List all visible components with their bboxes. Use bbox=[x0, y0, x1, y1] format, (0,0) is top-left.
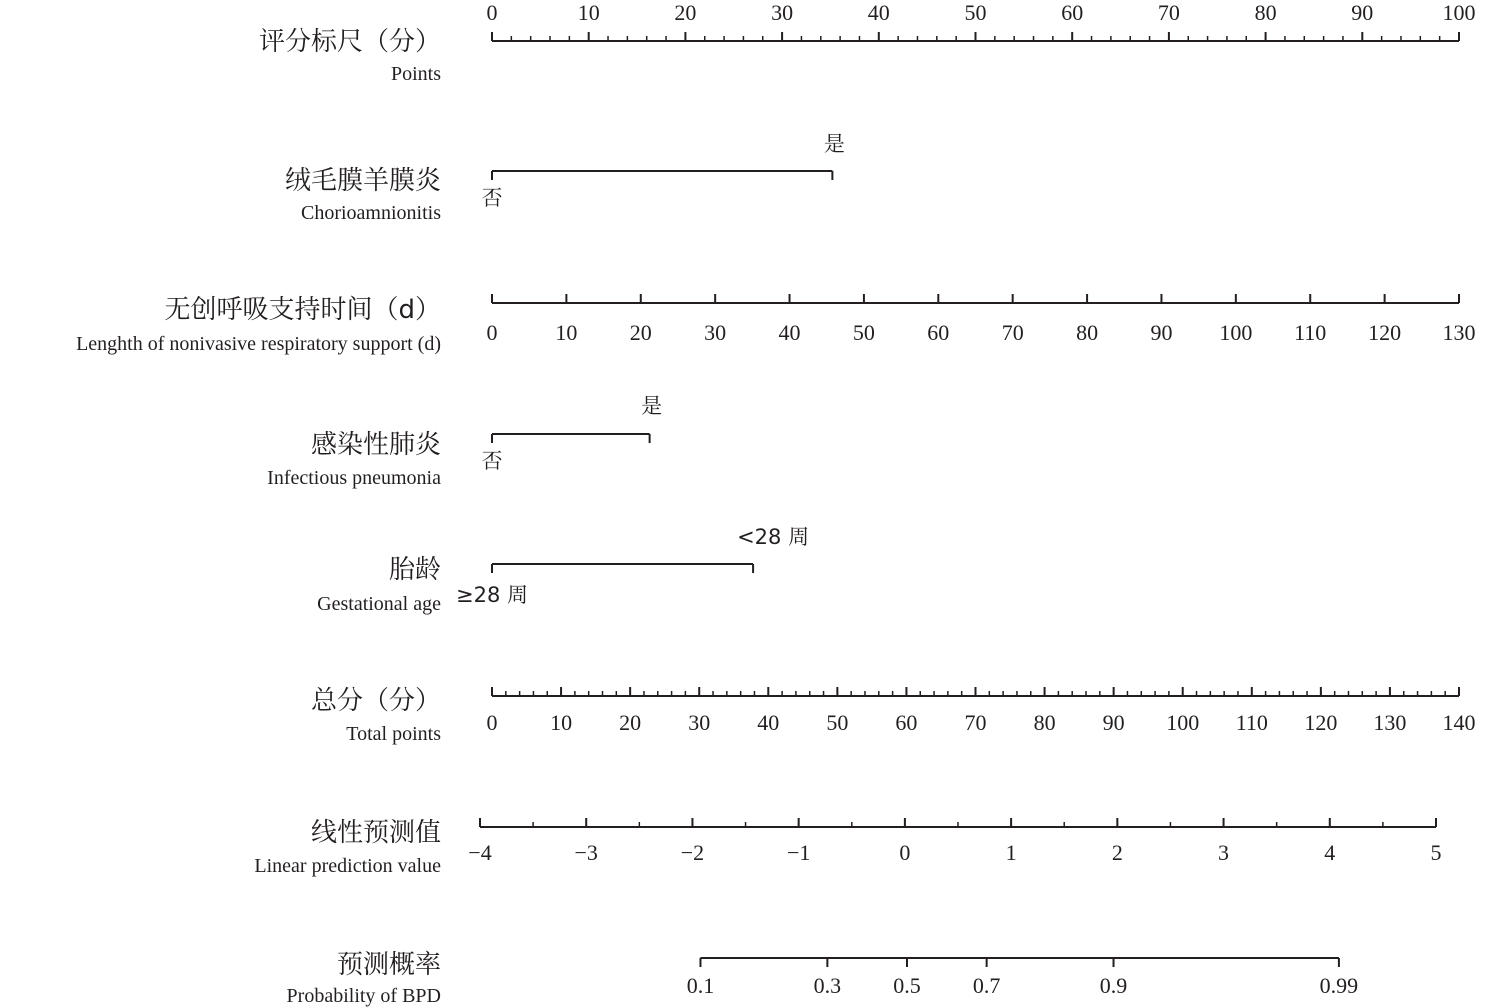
nonivasive-tick-label: 90 bbox=[1150, 320, 1173, 345]
points-tick-label: 40 bbox=[867, 0, 890, 25]
probability-tick-label: 0.9 bbox=[1099, 973, 1128, 998]
nonivasive-tick-label: 80 bbox=[1076, 320, 1099, 345]
points-tick-label: 10 bbox=[577, 0, 600, 25]
points-tick-label: 80 bbox=[1254, 0, 1277, 25]
total_points-tick-label: 60 bbox=[895, 710, 918, 735]
row-linear-prediction bbox=[254, 818, 1441, 877]
points-label-en: Points bbox=[390, 63, 441, 85]
points-tick-label: 30 bbox=[771, 0, 794, 25]
total-points-axis bbox=[487, 687, 1476, 735]
probability-axis bbox=[687, 958, 1358, 998]
probability-tick-label: 0.5 bbox=[893, 973, 921, 998]
total_points-tick-label: 30 bbox=[688, 710, 711, 735]
nonivasive-tick-label: 110 bbox=[1294, 320, 1327, 345]
nonivasive-tick-label: 30 bbox=[704, 320, 727, 345]
linear-prediction-label-zh: 线性预测值 bbox=[310, 818, 441, 848]
total_points-tick-label: 120 bbox=[1304, 710, 1338, 735]
gestational-age-label-zh: 胎龄 bbox=[388, 555, 441, 585]
probability-tick-label: 0.99 bbox=[1319, 973, 1359, 998]
gestational_age-level-low-label: ≥28 周 bbox=[456, 583, 528, 607]
total-points-label-en: Total points bbox=[346, 723, 441, 745]
points-tick-label: 100 bbox=[1442, 0, 1476, 25]
points-tick-label: 20 bbox=[674, 0, 697, 25]
row-gestational-age bbox=[317, 525, 809, 615]
linear-prediction-label-en: Linear prediction value bbox=[254, 855, 441, 877]
linear_prediction-tick-label: 4 bbox=[1324, 840, 1336, 865]
total_points-tick-label: 140 bbox=[1442, 710, 1476, 735]
total_points-tick-label: 10 bbox=[550, 710, 573, 735]
row-pneumonia bbox=[267, 394, 662, 489]
linear-prediction-axis bbox=[468, 818, 1441, 865]
row-total-points bbox=[311, 686, 1476, 745]
total_points-tick-label: 100 bbox=[1166, 710, 1200, 735]
points-tick-label: 50 bbox=[964, 0, 987, 25]
total_points-tick-label: 50 bbox=[826, 710, 849, 735]
points-tick-label: 90 bbox=[1351, 0, 1374, 25]
linear_prediction-tick-label: 1 bbox=[1005, 840, 1017, 865]
total_points-tick-label: 130 bbox=[1373, 710, 1407, 735]
row-nonivasive bbox=[76, 294, 1475, 355]
points-axis bbox=[487, 0, 1476, 41]
points-tick-label: 70 bbox=[1157, 0, 1180, 25]
total-points-label-zh: 总分（分） bbox=[310, 686, 441, 716]
linear_prediction-tick-label: −1 bbox=[786, 840, 811, 865]
gestational-age-label-en: Gestational age bbox=[317, 593, 441, 615]
pneumonia-level-high-label: 是 bbox=[641, 394, 663, 418]
linear_prediction-tick-label: 5 bbox=[1430, 840, 1442, 865]
nonivasive-tick-label: 10 bbox=[555, 320, 578, 345]
total_points-tick-label: 20 bbox=[619, 710, 642, 735]
total_points-tick-label: 70 bbox=[964, 710, 987, 735]
row-probability bbox=[287, 950, 1359, 1007]
nonivasive-tick-label: 60 bbox=[927, 320, 950, 345]
nonivasive-tick-label: 120 bbox=[1368, 320, 1402, 345]
total_points-tick-label: 90 bbox=[1102, 710, 1125, 735]
points-label-zh: 评分标尺（分） bbox=[258, 27, 441, 57]
total_points-tick-label: 40 bbox=[757, 710, 780, 735]
nonivasive-label-zh: 无创呼吸支持时间（d） bbox=[164, 295, 441, 325]
pneumonia-label-en: Infectious pneumonia bbox=[267, 467, 441, 489]
pneumonia-axis bbox=[482, 394, 663, 473]
total_points-tick-label: 80 bbox=[1033, 710, 1056, 735]
nonivasive-tick-label: 100 bbox=[1219, 320, 1253, 345]
gestational_age-level-high-label: <28 周 bbox=[737, 525, 810, 549]
probability-tick-label: 0.1 bbox=[686, 973, 715, 998]
linear_prediction-tick-label: −2 bbox=[680, 840, 705, 865]
chorioamnionitis-label-en: Chorioamnionitis bbox=[301, 202, 441, 224]
points-tick-label: 0 bbox=[486, 0, 498, 25]
gestational-age-axis bbox=[456, 525, 809, 607]
linear_prediction-tick-label: 2 bbox=[1111, 840, 1123, 865]
linear_prediction-tick-label: −3 bbox=[574, 840, 598, 865]
nonivasive-tick-label: 130 bbox=[1442, 320, 1476, 345]
linear_prediction-tick-label: 0 bbox=[899, 840, 911, 865]
pneumonia-label-zh: 感染性肺炎 bbox=[310, 430, 441, 460]
linear_prediction-tick-label: −4 bbox=[468, 840, 492, 865]
total_points-tick-label: 0 bbox=[486, 710, 498, 735]
chorioamnionitis-axis bbox=[482, 132, 845, 210]
linear_prediction-tick-label: 3 bbox=[1218, 840, 1230, 865]
probability-tick-label: 0.3 bbox=[813, 973, 842, 998]
total_points-tick-label: 110 bbox=[1235, 710, 1268, 735]
nonivasive-label-en: Lenghth of nonivasive respiratory support (d) bbox=[76, 333, 441, 355]
nonivasive-axis bbox=[487, 294, 1476, 345]
chorioamnionitis-label-zh: 绒毛膜羊膜炎 bbox=[284, 166, 441, 196]
probability-label-zh: 预测概率 bbox=[336, 950, 441, 980]
nonivasive-tick-label: 20 bbox=[629, 320, 652, 345]
nonivasive-tick-label: 0 bbox=[486, 320, 498, 345]
pneumonia-level-low-label: 否 bbox=[481, 449, 503, 473]
nonivasive-tick-label: 50 bbox=[852, 320, 875, 345]
row-chorioamnionitis bbox=[285, 132, 845, 224]
points-tick-label: 60 bbox=[1061, 0, 1084, 25]
nonivasive-tick-label: 70 bbox=[1001, 320, 1024, 345]
chorioamnionitis-level-low-label: 否 bbox=[481, 186, 503, 210]
row-points bbox=[259, 0, 1476, 85]
nonivasive-tick-label: 40 bbox=[778, 320, 801, 345]
chorioamnionitis-level-high-label: 是 bbox=[823, 132, 845, 156]
probability-label-en: Probability of BPD bbox=[286, 985, 441, 1007]
probability-tick-label: 0.7 bbox=[972, 973, 1001, 998]
